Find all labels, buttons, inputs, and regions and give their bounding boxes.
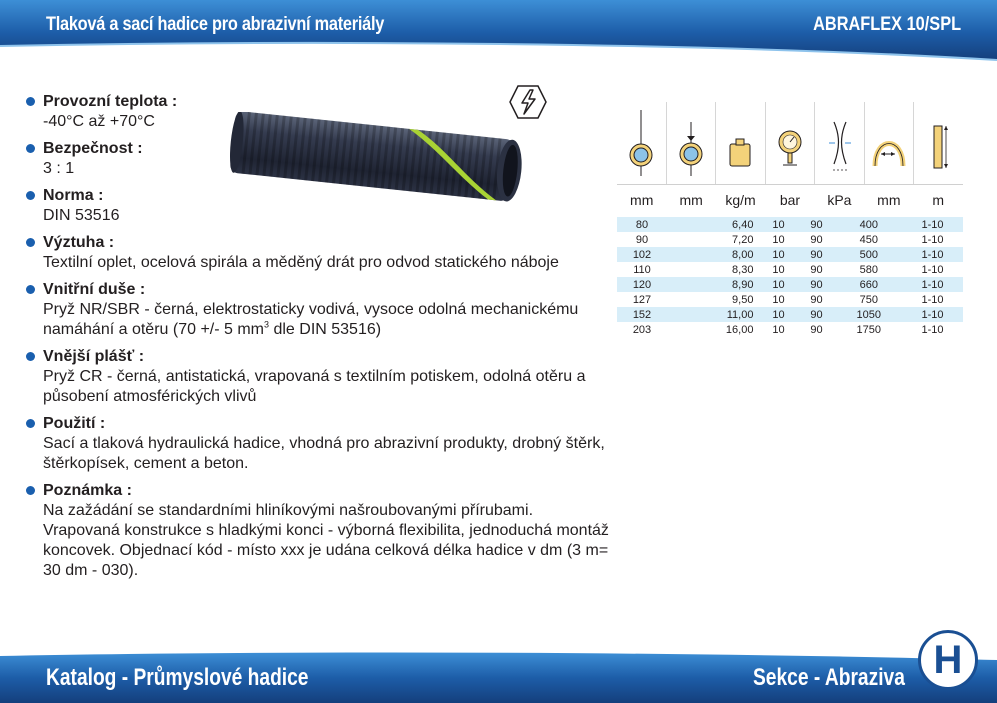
table-row xyxy=(617,217,963,232)
table-cell: 10 xyxy=(772,293,785,306)
spec-value: Textilní oplet, ocelová spirála a měděný drát pro odvod statického náboje xyxy=(43,254,559,271)
table-icon-row xyxy=(617,102,963,185)
table-cell xyxy=(667,232,676,247)
bullet-icon xyxy=(26,238,35,247)
table-cell: 1-10 xyxy=(902,307,963,322)
bullet-icon xyxy=(26,191,35,200)
table-cell: 10 xyxy=(759,217,797,232)
table-cell: 8,90 xyxy=(676,277,759,292)
table-cell: 90 xyxy=(797,277,835,292)
table-cell: 6,40 xyxy=(676,217,759,232)
table-cell: 152 xyxy=(617,307,667,322)
table-cell: 127 xyxy=(632,293,652,306)
table-cell: 110 xyxy=(633,263,651,276)
section-letter: H xyxy=(933,637,963,682)
table-cell: 90 xyxy=(810,263,823,276)
table-cell: 8,00 xyxy=(676,247,759,262)
table-cell: 500 xyxy=(835,247,902,262)
unit-label: m xyxy=(932,192,945,208)
table-units-row xyxy=(617,185,963,215)
inner-diameter-icon xyxy=(627,108,655,178)
table-cell: 400 xyxy=(835,217,902,232)
hose-image xyxy=(230,112,530,202)
table-row xyxy=(617,232,963,247)
table-cell: 90 xyxy=(797,247,835,262)
spec-label: Výztuha : xyxy=(43,234,115,251)
table-cell: 90 xyxy=(797,217,835,232)
table-cell: 90 xyxy=(797,307,835,322)
unit-label: kg/m xyxy=(725,192,756,208)
spec-value: Pryž CR - černá, antistatická, vrapovaná s textilním potiskem, odolná otěru a působení atmosférických vlivů xyxy=(43,368,586,405)
spec-item-note xyxy=(24,481,614,581)
weight-icon xyxy=(725,108,755,178)
section-badge xyxy=(918,630,978,690)
spec-label: Poznámka : xyxy=(43,482,132,499)
table-row xyxy=(617,307,963,322)
spec-value: Pryž NR/SBR - černá, elektrostaticky vodivá, vysoce odolná mechanickému namáhání a otěru (70 +/- 5 $mm^3$ dle DIN 53516) xyxy=(43,301,579,338)
bullet-icon xyxy=(26,419,35,428)
table-cell: 102 xyxy=(617,247,667,262)
section-label: Sekce - Abraziva xyxy=(753,664,905,691)
table-cell: 1-10 xyxy=(902,247,963,262)
table-cell: 10 xyxy=(759,277,797,292)
table-cell xyxy=(667,262,676,277)
table-cell: 1-10 xyxy=(902,277,963,292)
table-row xyxy=(617,292,963,307)
spec-item-outer-cover xyxy=(24,347,614,407)
table-cell: 90 xyxy=(810,323,823,336)
vacuum-icon xyxy=(825,108,855,178)
table-cell: 1-10 xyxy=(902,217,963,232)
page-title: Tlaková a sací hadice pro abrazivní materiály xyxy=(46,14,385,35)
table-cell: 9,50 xyxy=(732,293,754,306)
table-cell xyxy=(667,307,676,322)
spec-value: -40°C až +70°C xyxy=(43,113,155,130)
table-cell: 580 xyxy=(859,263,878,276)
catalog-label: Katalog - Průmyslové hadice xyxy=(46,664,309,691)
unit-label: kPa xyxy=(827,192,852,208)
spec-label: Provozní teplota : xyxy=(43,93,178,110)
table-cell: 660 xyxy=(835,277,902,292)
product-code: ABRAFLEX 10/SPL xyxy=(812,14,961,35)
table-cell: 1-10 xyxy=(921,263,944,276)
table-cell: 1-10 xyxy=(921,323,944,336)
table-cell xyxy=(667,277,676,292)
spec-value: Na zažádání se standardními hliníkovými našroubovanými přírubami. Vrapovaná konstrukce s hladkými konci - výborná flexibilita, jednoduchá montáž koncovek. Objednací kód - místo xxx je udána celková délka hadice v dm (3 m= 30 dm - 030). xyxy=(43,502,609,579)
table-cell: 1-10 xyxy=(921,233,944,246)
bullet-icon xyxy=(26,285,35,294)
table-cell: 750 xyxy=(859,293,878,306)
table-cell xyxy=(667,322,676,337)
working-pressure-gauge-icon xyxy=(775,108,805,178)
page-footer xyxy=(0,650,997,703)
outer-diameter-icon xyxy=(677,108,705,178)
table-cell: 8,30 xyxy=(732,263,754,276)
bullet-icon xyxy=(26,352,35,361)
table-cell: 90 xyxy=(810,293,823,306)
table-cell: 80 xyxy=(617,217,667,232)
spec-value: DIN 53516 xyxy=(43,207,120,224)
table-row xyxy=(617,322,963,337)
spec-item-reinforcement xyxy=(24,233,614,273)
table-cell xyxy=(667,292,676,307)
spec-label: Bezpečnost : xyxy=(43,140,143,157)
table-cell: 90 xyxy=(635,233,649,246)
spec-item-inner-tube xyxy=(24,280,614,340)
bullet-icon xyxy=(26,144,35,153)
spec-value: Sací a tlaková hydraulická hadice, vhodná pro abrazivní produkty, drobný štěrk, štěrkopísek, cement a beton. xyxy=(43,435,605,472)
table-cell xyxy=(667,247,676,262)
unit-label: mm xyxy=(630,192,654,208)
table-cell: 16,00 xyxy=(725,323,754,336)
table-cell: 1750 xyxy=(856,323,881,336)
table-cell: 1-10 xyxy=(921,293,944,306)
spec-label: Vnitřní duše : xyxy=(43,281,146,298)
data-table xyxy=(617,217,963,337)
table-cell: 7,20 xyxy=(732,233,754,246)
length-icon xyxy=(924,108,954,178)
table-cell: 10 xyxy=(759,247,797,262)
bullet-icon xyxy=(26,486,35,495)
table-cell: 10 xyxy=(772,263,785,276)
unit-label: mm xyxy=(877,192,901,208)
table-cell: 10 xyxy=(772,323,785,336)
table-cell: 1050 xyxy=(835,307,902,322)
table-cell: 90 xyxy=(810,233,823,246)
table-cell: 120 xyxy=(617,277,667,292)
spec-label: Použití : xyxy=(43,415,106,432)
spec-item-usage xyxy=(24,414,614,474)
bend-radius-icon xyxy=(869,108,909,178)
spec-value: 3 : 1 xyxy=(43,160,75,177)
spec-label: Norma : xyxy=(43,187,104,204)
table-cell: 10 xyxy=(772,233,785,246)
unit-label: bar xyxy=(779,192,801,208)
table-cell: 450 xyxy=(859,233,878,246)
table-cell: 10 xyxy=(759,307,797,322)
page-header xyxy=(0,0,997,62)
table-row xyxy=(617,277,963,292)
bullet-icon xyxy=(26,97,35,106)
dimension-table xyxy=(617,102,963,337)
spec-label: Vnější plášť : xyxy=(43,348,145,365)
table-cell: 11,00 xyxy=(676,307,759,322)
table-row xyxy=(617,247,963,262)
table-cell xyxy=(667,217,676,232)
table-row xyxy=(617,262,963,277)
table-cell: 203 xyxy=(632,323,652,336)
unit-label: mm xyxy=(679,192,703,208)
